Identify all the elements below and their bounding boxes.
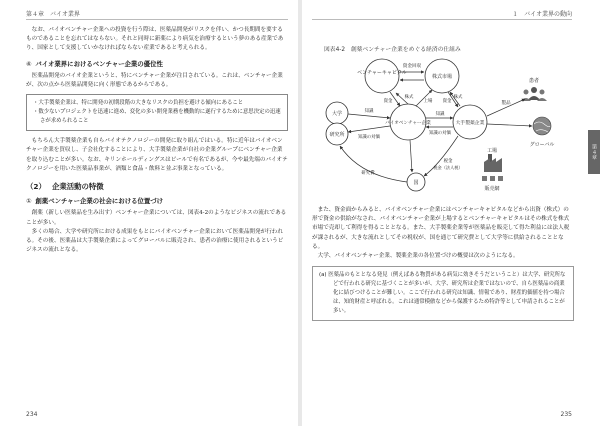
node-venture xyxy=(385,104,431,140)
label-knowledge: 知識 xyxy=(364,109,374,114)
heading-text-1: 創薬ベンチャー企業の社会における位置づけ xyxy=(35,197,164,206)
advantage-box xyxy=(26,94,288,131)
label-knowledge-2: 知識 xyxy=(435,112,445,117)
label-knowledge-pay-2: 知識の対価 xyxy=(429,131,451,136)
node-big-pharma-label: 大手製薬企業 xyxy=(455,121,485,126)
heading-social-position xyxy=(26,197,288,206)
figure-title: 図表4-2 創薬ベンチャー企業をめぐる経済の仕組み xyxy=(324,47,461,53)
sales-network-label: 販売網 xyxy=(484,186,500,192)
label-listing: 上場 xyxy=(423,99,433,104)
heading-number: ④ xyxy=(26,59,32,68)
section-heading-corporate-activity xyxy=(26,182,288,191)
label-stock: 株式 xyxy=(404,95,414,100)
section-number: （2） xyxy=(26,182,46,192)
right-page-number: 235 xyxy=(560,411,572,418)
left-paragraph-4: 創薬（新しい医薬品を生み出す）ベンチャー企業については、図表4-2のようなビジネスの流れであることが多い。 xyxy=(26,210,287,226)
node-vc-label: ベンチャーキャピタル xyxy=(357,70,407,76)
sales-network-icon xyxy=(482,176,503,181)
label-fund-recovery: 資金回収 xyxy=(402,64,422,69)
left-paragraph-5: 多くの場合、大学や研究所における成果をもとにバイオベンチャー企業において医薬品開発が行われる。その後、医薬品は大手製薬企業によってグローバルに販売され、患者の治療に使用されるというビジネスの流れとなる。 xyxy=(26,228,284,254)
node-venture-label: バイオベンチャー企業 xyxy=(385,121,431,126)
node-institute-label: 研究所 xyxy=(329,132,345,138)
economy-diagram xyxy=(320,54,575,199)
right-running-header: １ バイオ業界の動向 xyxy=(512,11,572,18)
label-stock-2: 株式 xyxy=(453,95,463,100)
node-big-pharma xyxy=(453,105,487,139)
heading-number-1: ① xyxy=(26,197,32,206)
chapter-tab: 第４章 xyxy=(588,130,600,174)
node-stock-market xyxy=(425,59,459,93)
factory-icon xyxy=(484,154,502,172)
left-page xyxy=(0,0,298,426)
heading-venture-advantage xyxy=(26,60,288,69)
left-page-number: 234 xyxy=(26,411,38,418)
factory-label: 工場 xyxy=(486,148,498,154)
left-paragraph-1: なお、バイオベンチャー企業への投資を行う際は、医薬品開発がリスクを伴い、かつ長期間を要するものであることを忘れてはならない。それと同時に新薬により病気を治療するという夢のある産業であり、国家として支援していかなければならない産業であると考えられる。 xyxy=(26,27,284,52)
left-paragraph-3: もちろん大手製薬企業も自らバイオテクノロジーの開発に取り組んではいる。特に近年はバイオベンチャー企業を買収し、子会社化することにより、大手製薬企業が自社の企業グループにベンチャー企業を取り込むことが多い。なお、キリンホールディングスはビールで有名であるが、今や最先端のバイオテクノロジーを用いた医薬品事業が、酒類と食品・飲料と並ぶ事業となっている。 xyxy=(26,138,288,172)
label-tax: 税金 xyxy=(443,159,453,164)
node-university-label: 大学 xyxy=(331,111,343,117)
label-research-fund: 研究費 xyxy=(361,171,375,176)
right-page xyxy=(302,0,600,426)
left-body xyxy=(26,26,288,255)
box-item-1: ・大手製薬企業は、特に開発の初期段階の大きなリスクの負担を避ける傾向にあること xyxy=(33,100,244,107)
left-running-header: 第４章 バイオ業界 xyxy=(26,11,80,18)
node-gov-label: 国 xyxy=(413,180,419,186)
heading-text: バイオ業界におけるベンチャー企業の優位性 xyxy=(35,59,163,68)
node-gov xyxy=(407,173,425,191)
label-tax-corp: 税金（法人税） xyxy=(433,165,463,170)
note-box xyxy=(312,266,574,321)
node-stock-market-label: 株式市場 xyxy=(431,74,453,80)
label-money: 資金 xyxy=(442,99,452,104)
patients-label: 患者 xyxy=(528,78,540,84)
node-institute xyxy=(326,123,348,145)
left-paragraph-2: 医薬品開発のバイオ企業というと、特にベンチャー企業が注目されている。これは、ベンチャー企業が、次の点から医薬品開発に向く形態であるからである。 xyxy=(26,72,283,89)
label-fund: 資金 xyxy=(383,99,393,104)
global-label: グローバル xyxy=(529,142,555,148)
globe-icon xyxy=(533,117,551,135)
label-product: 製品 xyxy=(501,101,511,106)
right-body xyxy=(312,206,574,321)
right-header-rule xyxy=(312,19,572,20)
label-knowledge-pay: 知識の対価 xyxy=(358,135,380,140)
box-item-2: ・数少ないプロジェクトを迅速に進め、変化の多い開発業務を機動的に遂行するために意思決定の迅速さが求められること xyxy=(33,109,281,125)
section-text: 企業活動の特徴 xyxy=(51,182,104,192)
node-vc xyxy=(357,59,407,93)
node-university xyxy=(326,102,348,124)
right-paragraph-2: 大学、バイオベンチャー企業、製薬企業の各位置づけの概要は次のようになる。 xyxy=(317,253,519,260)
note-item-a: (a) 医薬品のもととなる発見（例えばある物質がある病気に効きそうだということ）は大学、研究所などで行われる研究に基づくことが多いが、大学、研究所は企業ではないので、自ら医薬品の商業化に結びつけることが難しい。ここで行われる研究は知識、情報であり、財産的価値を持つ場合は、知的財産と呼ばれる。これは通常模倣などから保護するため特許等として申請されることが多い。 xyxy=(319,272,566,315)
left-header-rule xyxy=(26,19,288,20)
right-paragraph-1: また、資金面からみると、バイオベンチャー企業にはベンチャーキャピタルなどから出資（株式）の形で資金の供給がなされ、バイオベンチャー企業が上場するとベンチャーキャピタルはその株式を株式市場で売却して利得を得ることとなる。また、大手製薬企業等が医薬品を販売して得た利益には法人税が課されるが、大きな流れとしてその税収が、国を通じて研究費として大学等に供給されることとなる。 xyxy=(312,207,570,250)
